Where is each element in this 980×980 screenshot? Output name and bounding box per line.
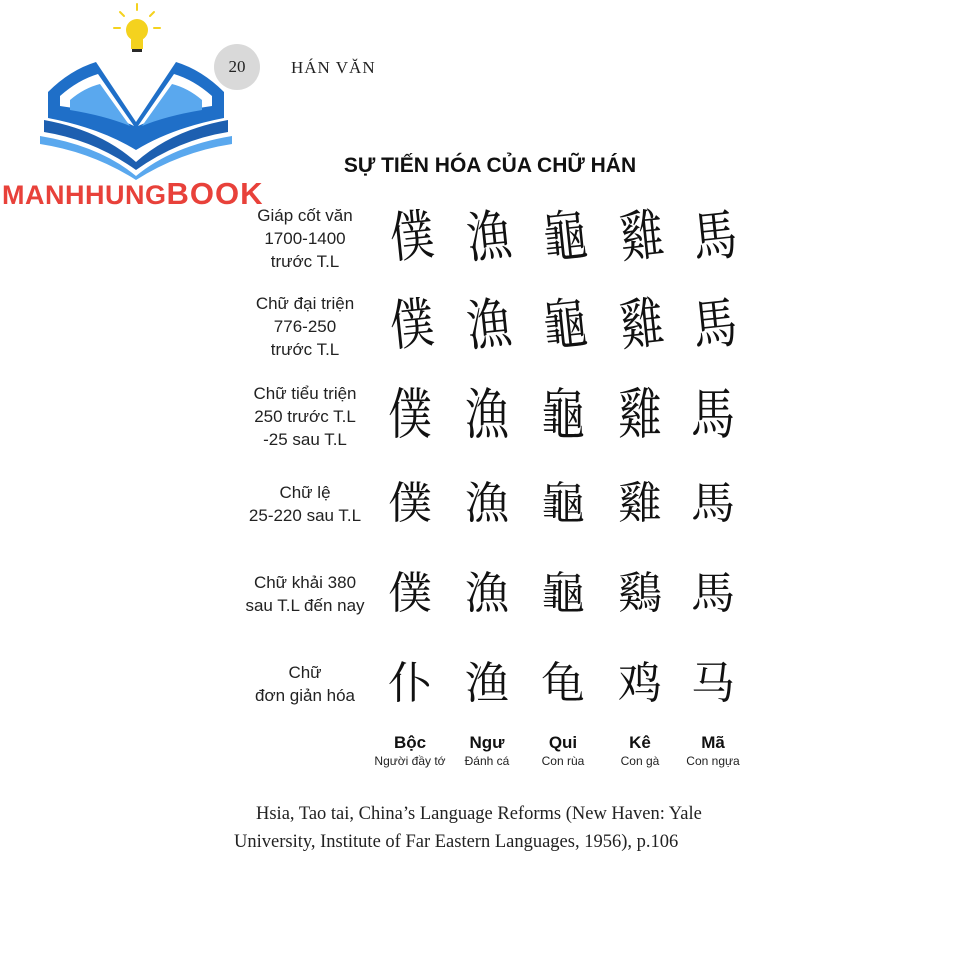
- column-name: Bộc: [393, 733, 427, 752]
- row-label-line: trước T.L: [270, 339, 340, 359]
- character-glyph: 雞: [618, 383, 662, 448]
- character-glyph: 馬: [689, 291, 737, 360]
- row-label-line: Giáp cốt văn: [257, 205, 353, 225]
- character-glyph: 马: [691, 658, 735, 709]
- character-glyph: 鸡: [618, 658, 662, 709]
- row-label-line: Chữ khải 380: [253, 573, 357, 592]
- character-glyph: 雞: [616, 203, 664, 272]
- character-glyph: 雞: [618, 478, 662, 529]
- running-head: HÁN VĂN: [291, 58, 376, 77]
- page-number: 20: [214, 44, 260, 90]
- lightbulb-icon: [112, 2, 162, 62]
- row-label-line: Chữ: [288, 663, 322, 682]
- column-meaning: Người đầy tớ: [374, 754, 446, 768]
- character-glyph: 僕: [388, 568, 432, 619]
- row-label: [230, 661, 380, 707]
- column-name: Kê: [629, 733, 651, 752]
- character-glyph: 龜: [541, 478, 585, 529]
- character-glyph: 龜: [541, 383, 585, 448]
- character-glyph: 龜: [539, 203, 587, 272]
- character-glyph: 漁: [465, 383, 509, 448]
- row-label-line: 1700-1400: [264, 228, 346, 248]
- character-glyph: 龜: [539, 291, 587, 360]
- column-name: Mã: [701, 733, 725, 752]
- row-label-line: đơn giản hóa: [254, 686, 355, 705]
- row-label-line: 776-250: [273, 316, 337, 336]
- character-glyph: 漁: [465, 478, 509, 529]
- character-glyph: 龟: [541, 658, 585, 709]
- figure-title: SỰ TIẾN HÓA CỦA CHỮ HÁN: [343, 154, 637, 177]
- character-glyph: 馬: [691, 478, 735, 529]
- row-label-line: -25 sau T.L: [263, 429, 347, 449]
- character-glyph: 漁: [463, 291, 511, 360]
- character-glyph: 漁: [463, 203, 511, 272]
- row-label: [230, 204, 380, 273]
- brand-wordmark: MANHHUNGBOOK: [2, 176, 264, 211]
- citation-line: Hsia, Tao tai, China’s Language Reforms (New Haven: Yale: [256, 804, 702, 824]
- character-glyph: 馬: [689, 203, 737, 272]
- column-meaning: Con gà: [620, 754, 660, 768]
- citation: [234, 800, 774, 856]
- column-meaning: Đánh cá: [464, 754, 510, 768]
- column-meaning: Con rùa: [541, 754, 585, 768]
- row-label-line: sau T.L đến nay: [245, 596, 365, 615]
- character-glyph: 僕: [388, 383, 432, 448]
- row-label-line: Chữ đại triện: [255, 293, 355, 313]
- row-label-line: Chữ lệ: [279, 483, 331, 502]
- character-glyph: 僕: [386, 291, 434, 360]
- character-glyph: 僕: [386, 203, 434, 272]
- character-glyph: 馬: [691, 568, 735, 619]
- character-glyph: 馬: [691, 383, 735, 448]
- row-label: [230, 481, 380, 527]
- character-glyph: 鷄: [618, 568, 662, 619]
- column-name: Ngư: [469, 733, 505, 752]
- character-glyph: 渔: [465, 658, 509, 709]
- publisher-logo: [0, 0, 290, 225]
- row-label: [230, 292, 380, 361]
- row-label: [230, 382, 380, 451]
- column-meaning: Con ngựa: [686, 754, 740, 768]
- column-name: Qui: [548, 733, 578, 752]
- character-glyph: 僕: [388, 478, 432, 529]
- character-glyph: 漁: [465, 568, 509, 619]
- row-label-line: 250 trước T.L: [254, 406, 356, 426]
- row-label: [230, 571, 380, 617]
- row-label-line: trước T.L: [270, 251, 340, 271]
- row-label-line: Chữ tiểu triện: [253, 383, 357, 403]
- row-label-line: 25-220 sau T.L: [248, 506, 362, 525]
- citation-line: University, Institute of Far Eastern Languages, 1956), p.106: [234, 832, 679, 852]
- character-glyph: 龜: [541, 568, 585, 619]
- character-glyph: 雞: [616, 291, 664, 360]
- character-glyph: 仆: [388, 658, 432, 709]
